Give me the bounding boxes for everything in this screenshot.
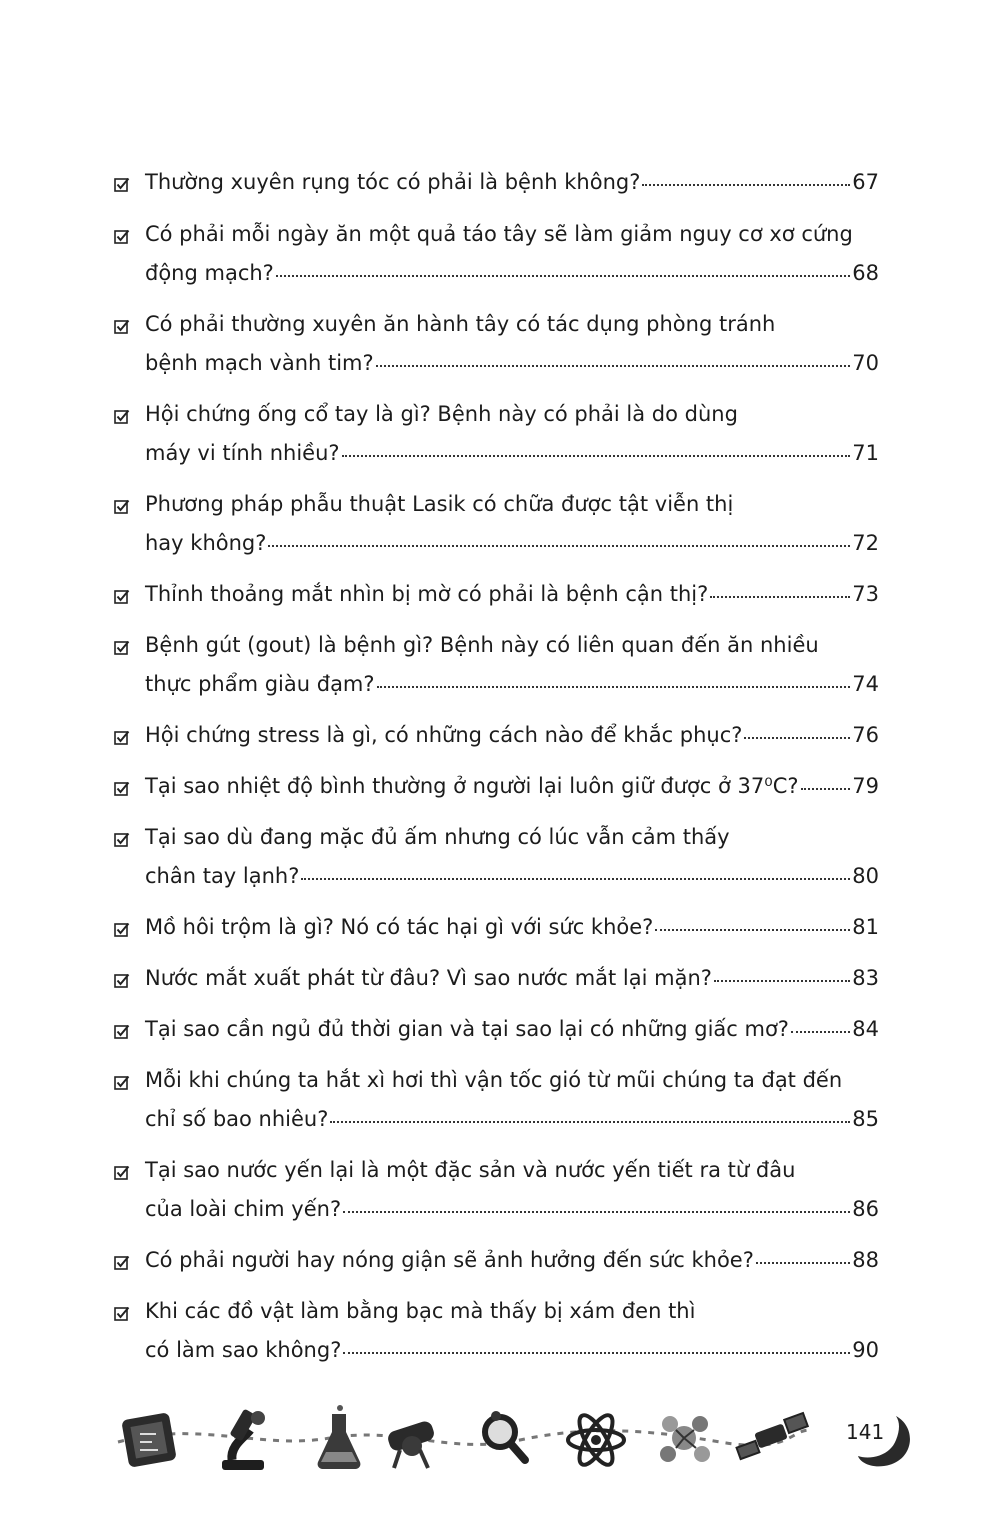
toc-entry-text: Mỗi khi chúng ta hắt xì hơi thì vận tốc gió từ mũi chúng ta đạt đến xyxy=(145,1068,843,1092)
checkbox-icon xyxy=(114,922,130,938)
toc-page-number: 80 xyxy=(852,864,879,888)
toc-page-number: 90 xyxy=(852,1338,879,1362)
dot-leader xyxy=(801,788,851,790)
dot-leader xyxy=(756,1262,850,1264)
toc-page-number: 73 xyxy=(852,582,879,606)
checkbox-icon xyxy=(114,1255,130,1271)
toc-entry-text: chỉ số bao nhiêu? xyxy=(145,1107,329,1131)
toc-entry-text: Hội chứng stress là gì, có những cách nào để khắc phục? xyxy=(145,723,743,747)
toc-entry-text: có làm sao không? xyxy=(145,1338,342,1362)
toc-entry-text: thực phẩm giàu đạm? xyxy=(145,672,375,696)
toc-page-number: 85 xyxy=(852,1107,879,1131)
toc-entry-text: Thỉnh thoảng mắt nhìn bị mờ có phải là bệnh cận thị? xyxy=(145,582,709,606)
page-number: 141 xyxy=(846,1420,885,1444)
dot-leader xyxy=(642,184,850,186)
toc-page-number: 67 xyxy=(852,170,879,194)
toc-page-number: 88 xyxy=(852,1248,879,1272)
dot-leader xyxy=(710,596,850,598)
toc-entry-text: hay không? xyxy=(145,531,267,555)
flask-icon xyxy=(318,1405,361,1469)
toc-page-number: 70 xyxy=(852,351,879,375)
toc-page-number: 72 xyxy=(852,531,879,555)
toc-page-number: 79 xyxy=(852,774,879,798)
toc-entry-text: Có phải thường xuyên ăn hành tây có tác dụng phòng tránh xyxy=(145,312,776,336)
checkbox-icon xyxy=(114,1075,130,1091)
dot-leader xyxy=(301,878,850,880)
crescent-moon-icon xyxy=(856,1410,918,1472)
toc-page-number: 81 xyxy=(852,915,879,939)
toc-entry-text: Tại sao nhiệt độ bình thường ở người lại luôn giữ được ở 37⁰C? xyxy=(145,774,799,798)
toc-page-number: 83 xyxy=(852,966,879,990)
toc-entry-text: bệnh mạch vành tim? xyxy=(145,351,374,375)
checkbox-icon xyxy=(114,1306,130,1322)
dot-leader xyxy=(330,1121,850,1123)
checkbox-icon xyxy=(114,781,130,797)
dot-leader xyxy=(655,929,850,931)
toc-entry-text: Mồ hôi trộm là gì? Nó có tác hại gì với sức khỏe? xyxy=(145,915,654,939)
dot-leader xyxy=(377,686,851,688)
toc-entry-text: Tại sao cần ngủ đủ thời gian và tại sao lại có những giấc mơ? xyxy=(145,1017,789,1041)
satellite-icon xyxy=(737,1413,808,1459)
dot-leader xyxy=(791,1031,850,1033)
toc-entry-text: Phương pháp phẫu thuật Lasik có chữa được tật viễn thị xyxy=(145,492,734,516)
toc-page-number: 76 xyxy=(852,723,879,747)
checkbox-icon xyxy=(114,499,130,515)
checkbox-icon xyxy=(114,589,130,605)
checkbox-icon xyxy=(114,640,130,656)
checkbox-icon xyxy=(114,177,130,193)
dot-leader xyxy=(276,275,850,277)
toc-entry-text: Bệnh gút (gout) là bệnh gì? Bệnh này có liên quan đến ăn nhiều xyxy=(145,633,819,657)
checkbox-icon xyxy=(114,319,130,335)
checkbox-icon xyxy=(114,730,130,746)
checkbox-icon xyxy=(114,973,130,989)
microscope-icon xyxy=(222,1409,265,1470)
magnifier-icon xyxy=(485,1411,525,1460)
checkbox-icon xyxy=(114,409,130,425)
dot-leader xyxy=(343,1352,850,1354)
toc-page-number: 74 xyxy=(852,672,879,696)
toc-page-number: 71 xyxy=(852,441,879,465)
toc-page-number: 68 xyxy=(852,261,879,285)
checkbox-icon xyxy=(114,229,130,245)
dot-leader xyxy=(342,455,851,457)
toc-entry-text: Hội chứng ống cổ tay là gì? Bệnh này có phải là do dùng xyxy=(145,402,738,426)
toc-entry-text: máy vi tính nhiều? xyxy=(145,441,340,465)
toc-entry-text: Nước mắt xuất phát từ đâu? Vì sao nước mắt lại mặn? xyxy=(145,966,712,990)
toc-entry-text: động mạch? xyxy=(145,261,274,285)
toc-entry-text: Khi các đồ vật làm bằng bạc mà thấy bị xám đen thì xyxy=(145,1299,696,1323)
toc-entry-text: Thường xuyên rụng tóc có phải là bệnh không? xyxy=(145,170,641,194)
toc-entry-text: chân tay lạnh? xyxy=(145,864,300,888)
chalkboard-icon xyxy=(121,1412,177,1468)
toc-entry-text: Tại sao dù đang mặc đủ ấm nhưng có lúc vẫn cảm thấy xyxy=(145,825,730,849)
toc-entry-text: của loài chim yến? xyxy=(145,1197,342,1221)
toc-page-number: 86 xyxy=(852,1197,879,1221)
checkbox-icon xyxy=(114,1165,130,1181)
dot-leader xyxy=(343,1211,850,1213)
atom-icon xyxy=(568,1411,624,1469)
toc-entry-text: Tại sao nước yến lại là một đặc sản và nước yến tiết ra từ đâu xyxy=(145,1158,796,1182)
dot-leader xyxy=(744,737,850,739)
telescope-icon xyxy=(386,1419,436,1468)
dot-leader xyxy=(268,545,850,547)
checkbox-icon xyxy=(114,832,130,848)
dot-leader xyxy=(376,365,851,367)
toc-page-number: 84 xyxy=(852,1017,879,1041)
toc-entry-text: Có phải người hay nóng giận sẽ ảnh hưởng đến sức khỏe? xyxy=(145,1248,754,1272)
dot-leader xyxy=(714,980,850,982)
checkbox-icon xyxy=(114,1024,130,1040)
toc-entry-text: Có phải mỗi ngày ăn một quả táo tây sẽ làm giảm nguy cơ xơ cứng xyxy=(145,222,853,246)
